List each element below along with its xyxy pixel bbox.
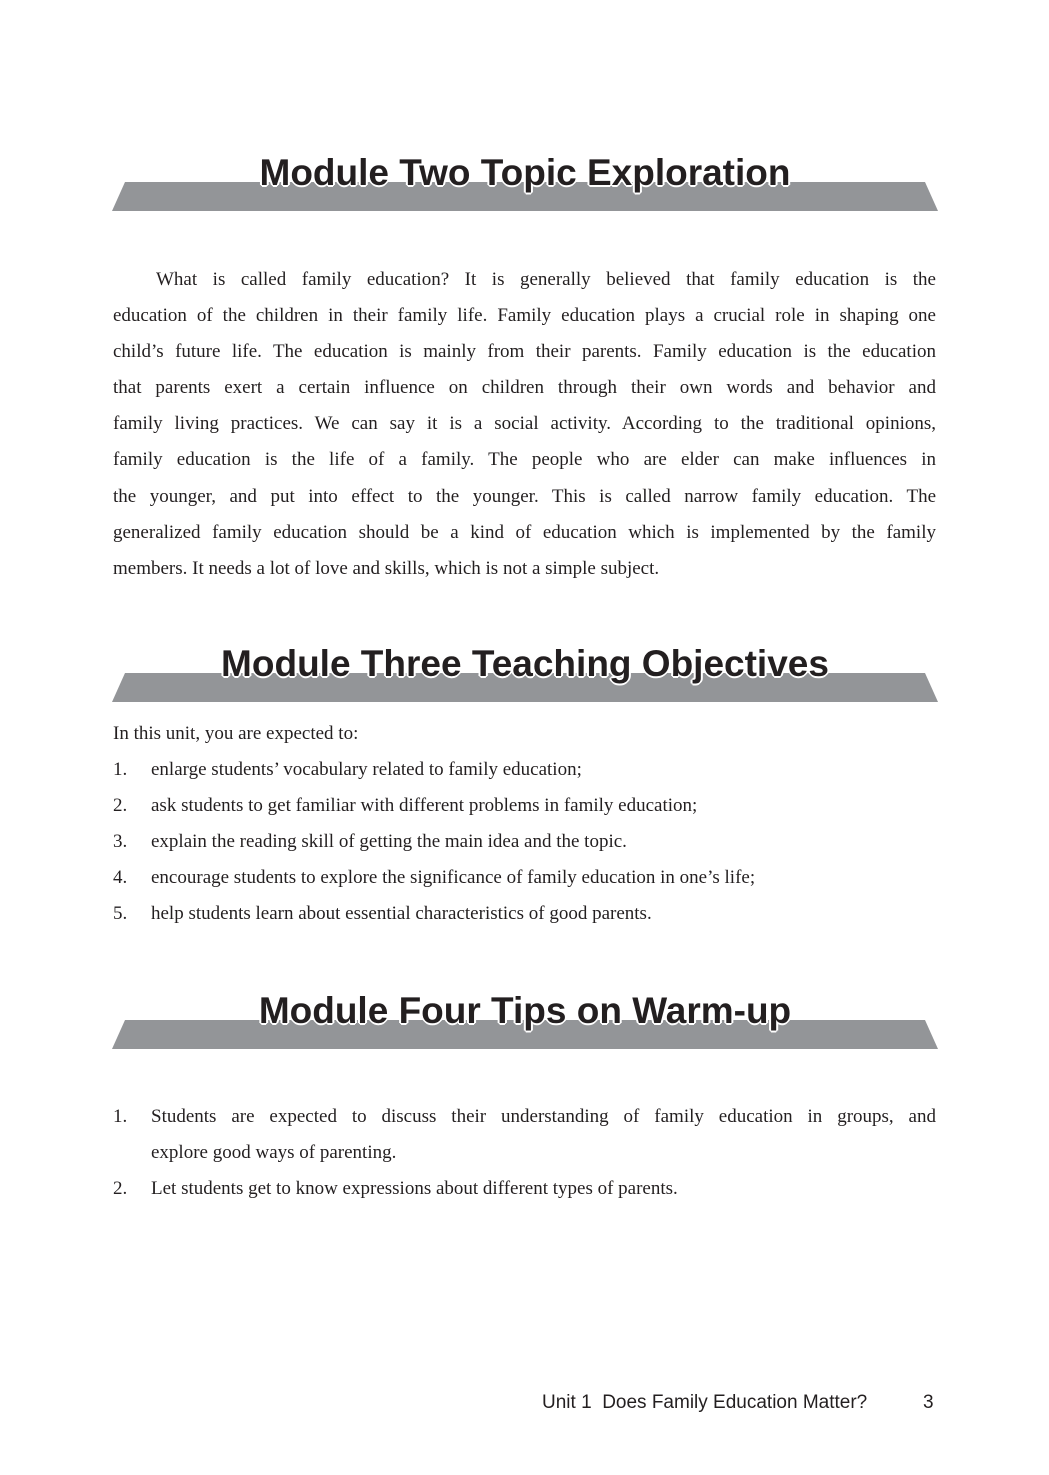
- objectives-intro: In this unit, you are expected to:: [113, 723, 359, 744]
- topic-exploration-paragraph: [113, 262, 936, 587]
- list-item: [113, 1099, 936, 1171]
- item-number: 2.: [113, 795, 128, 816]
- section-heading-module-four: [112, 989, 938, 1049]
- page-number: 3: [923, 1392, 934, 1413]
- section-heading-module-two: [112, 151, 938, 211]
- section-title: Module Two Topic Exploration: [259, 152, 791, 193]
- item-text: encourage students to explore the significance of family education in one’s life;: [151, 867, 756, 888]
- list-item: [113, 788, 936, 824]
- item-number: 1.: [113, 759, 128, 780]
- warmup-tips-list: [113, 1099, 936, 1207]
- item-text: enlarge students’ vocabulary related to family education;: [151, 759, 582, 780]
- item-text: Let students get to know expressions about different types of parents.: [151, 1178, 678, 1199]
- item-text-line: Students are expected to discuss their understanding of family education in groups, and: [151, 1106, 936, 1127]
- section-title: Module Four Tips on Warm-up: [258, 990, 792, 1031]
- paragraph-line: family education is the life of a family. The people who are elder can make influences in: [113, 449, 936, 471]
- item-number: 2.: [113, 1178, 128, 1199]
- item-text-line: explore good ways of parenting.: [151, 1142, 397, 1163]
- list-item: [113, 896, 936, 932]
- paragraph-line: the younger, and put into effect to the younger. This is called narrow family education. The: [113, 485, 936, 507]
- list-item: [113, 824, 936, 860]
- paragraph-line: child’s future life. The education is mainly from their parents. Family education is the education: [113, 341, 936, 363]
- item-text: explain the reading skill of getting the main idea and the topic.: [151, 831, 627, 852]
- item-number: 1.: [113, 1106, 128, 1127]
- section-title: Module Three Teaching Objectives: [221, 643, 829, 684]
- paragraph-line: generalized family education should be a kind of education which is implemented by the family: [113, 521, 936, 543]
- list-item: [113, 1171, 936, 1207]
- item-number: 3.: [113, 831, 128, 852]
- item-text: ask students to get familiar with different problems in family education;: [151, 795, 698, 816]
- paragraph-line: family living practices. We can say it is a social activity. According to the traditional opinions,: [113, 413, 936, 435]
- paragraph-line: education of the children in their family life. Family education plays a crucial role in shaping one: [113, 305, 936, 327]
- paragraph-line: that parents exert a certain influence on children through their own words and behavior and: [113, 377, 936, 399]
- paragraph-line: What is called family education? It is generally believed that family education is the: [156, 269, 936, 290]
- section-heading-module-three: [112, 642, 938, 702]
- item-number: 5.: [113, 903, 128, 924]
- item-text: help students learn about essential characteristics of good parents.: [151, 903, 652, 924]
- list-item: [113, 752, 936, 788]
- objectives-list: [113, 752, 936, 932]
- list-item: [113, 860, 936, 896]
- running-footer-title: Unit 1 Does Family Education Matter?: [542, 1392, 868, 1413]
- paragraph-line: members. It needs a lot of love and skills, which is not a simple subject.: [113, 557, 660, 579]
- item-number: 4.: [113, 867, 128, 888]
